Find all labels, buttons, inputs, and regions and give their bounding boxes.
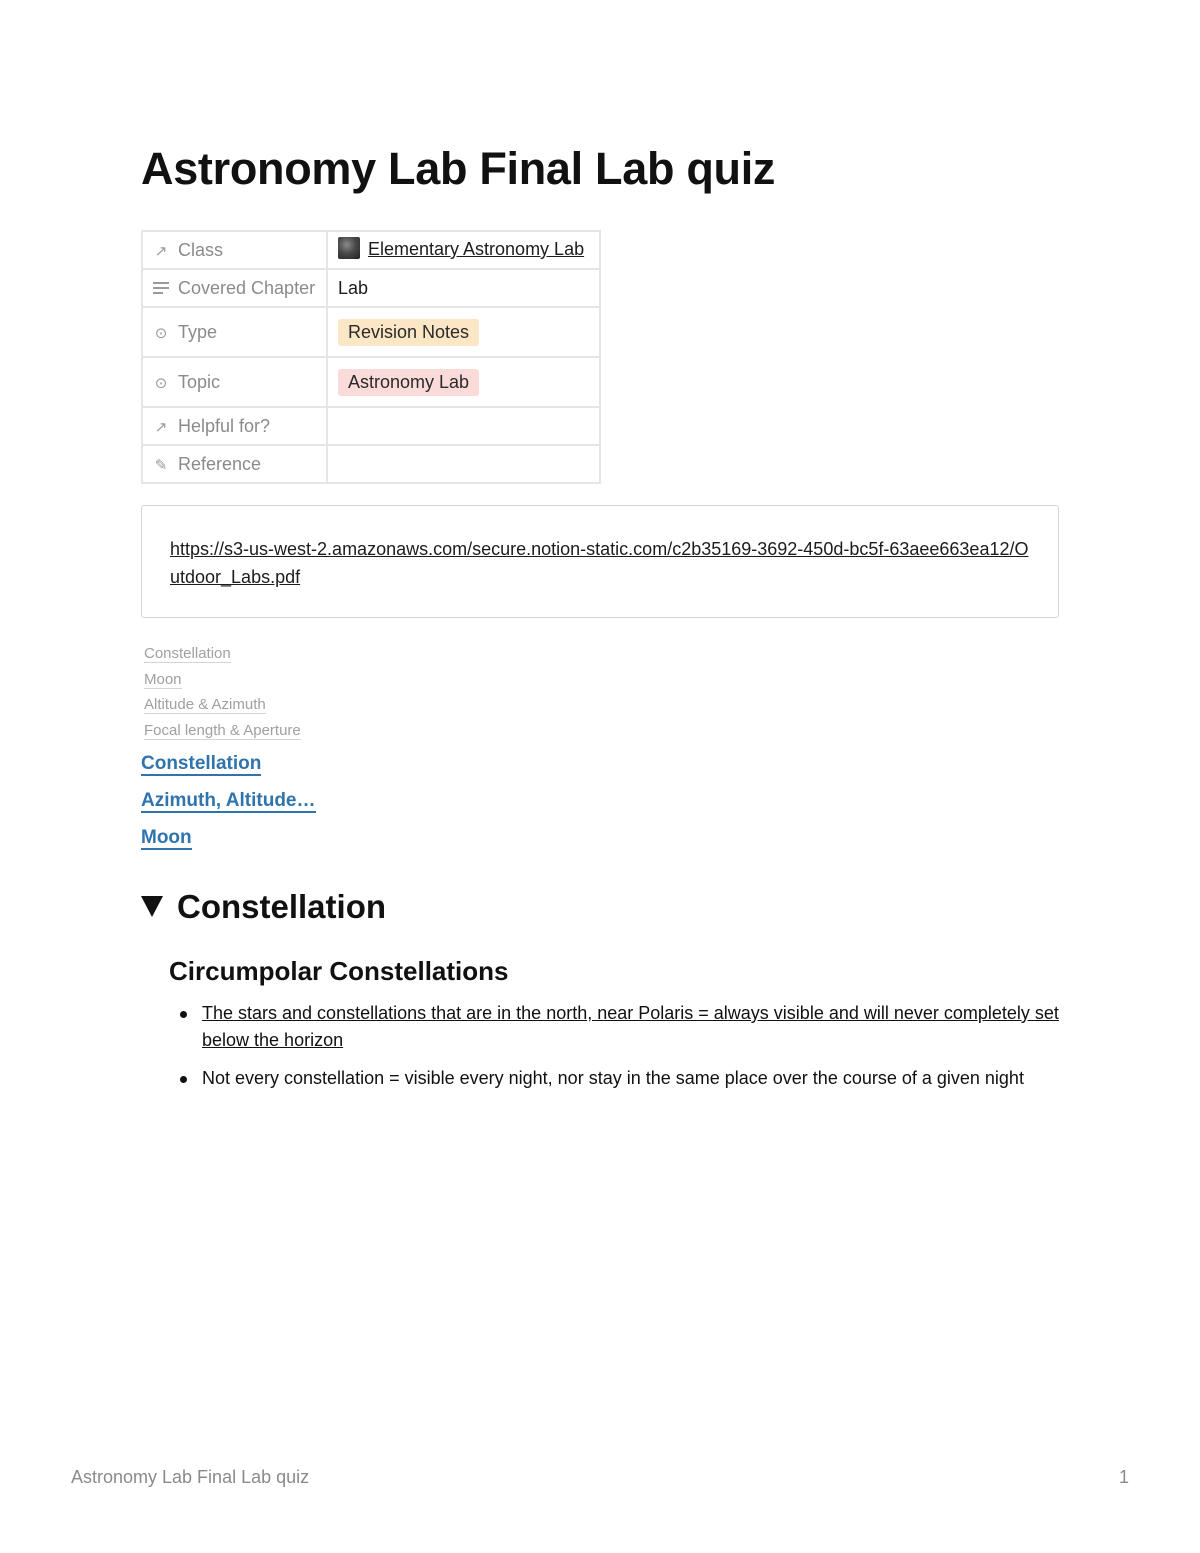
file-link[interactable]: https://s3-us-west-2.amazonaws.com/secure.notion-static.com/c2b35169-3692-450d-bc5f-63aee663ea12/Outdoor_Labs.pdf	[170, 539, 1029, 587]
property-key-reference	[142, 445, 327, 483]
property-label: Covered Chapter	[178, 277, 316, 298]
arrow-relation-icon: ↗	[154, 418, 168, 436]
property-value-topic[interactable]	[327, 357, 600, 407]
list-item	[169, 1065, 1059, 1092]
property-label: Topic	[178, 371, 221, 392]
footer-title: Astronomy Lab Final Lab quiz	[71, 1467, 310, 1487]
page-link-constellation[interactable]: Constellation	[141, 753, 262, 774]
property-row-type	[142, 307, 600, 357]
type-tag: Revision Notes	[338, 319, 479, 346]
table-of-contents	[144, 644, 301, 746]
property-row-topic	[142, 357, 600, 407]
property-key-topic	[142, 357, 327, 407]
select-icon: ⊙	[154, 324, 168, 342]
property-value-class[interactable]	[327, 231, 600, 269]
page-links	[141, 752, 316, 863]
toc-item-moon[interactable]: Moon	[144, 670, 182, 688]
property-row-reference	[142, 445, 600, 483]
property-key-type	[142, 307, 327, 357]
property-key-helpful-for	[142, 407, 327, 445]
property-row-helpful-for	[142, 407, 600, 445]
property-label: Reference	[178, 453, 262, 474]
bullet-list	[169, 1000, 1059, 1103]
bullet-dot-icon	[180, 1011, 187, 1018]
property-value-covered-chapter[interactable]: Lab	[327, 269, 600, 307]
property-row-covered-chapter	[142, 269, 600, 307]
property-row-class	[142, 231, 600, 269]
list-item-text: The stars and constellations that are in the north, near Polaris = always visible and will never completely set below the horizon	[202, 1003, 1059, 1050]
property-value-helpful-for[interactable]	[327, 407, 600, 445]
sub-heading: Circumpolar Constellations	[169, 956, 509, 986]
property-label: Class	[178, 239, 224, 260]
arrow-relation-icon: ↗	[154, 242, 168, 260]
file-embed-block	[141, 505, 1059, 618]
topic-tag: Astronomy Lab	[338, 369, 479, 396]
toggle-triangle-icon[interactable]	[141, 896, 163, 917]
text-lines-icon	[153, 282, 169, 294]
toc-item-focal-length-aperture[interactable]: Focal length & Aperture	[144, 721, 301, 739]
property-key-class	[142, 231, 327, 269]
page-title: Astronomy Lab Final Lab quiz	[141, 143, 776, 194]
property-label: Helpful for?	[178, 415, 271, 436]
toc-item-constellation[interactable]: Constellation	[144, 645, 231, 662]
select-icon: ⊙	[154, 374, 168, 392]
list-item-text: Not every constellation = visible every night, nor stay in the same place over the course of a given night	[202, 1068, 1024, 1088]
page-link-azimuth-altitude[interactable]: Azimuth, Altitude…	[141, 790, 316, 811]
properties-table	[141, 230, 601, 484]
property-value-type[interactable]	[327, 307, 600, 357]
page-link-moon[interactable]: Moon	[141, 827, 192, 848]
toggle-heading-constellation[interactable]	[141, 886, 386, 928]
attachment-icon: ✎	[154, 456, 168, 474]
class-page-link[interactable]: Elementary Astronomy Lab	[367, 238, 585, 259]
bullet-dot-icon	[180, 1076, 187, 1083]
class-thumbnail-icon	[338, 237, 360, 259]
toc-item-altitude-azimuth[interactable]: Altitude & Azimuth	[144, 696, 266, 713]
toggle-heading-text: Constellation	[177, 888, 387, 925]
list-item	[169, 1000, 1059, 1054]
property-value-reference[interactable]	[327, 445, 600, 483]
footer-page-number: 1	[1118, 1467, 1129, 1487]
property-key-covered-chapter	[142, 269, 327, 307]
property-label: Type	[178, 321, 218, 342]
